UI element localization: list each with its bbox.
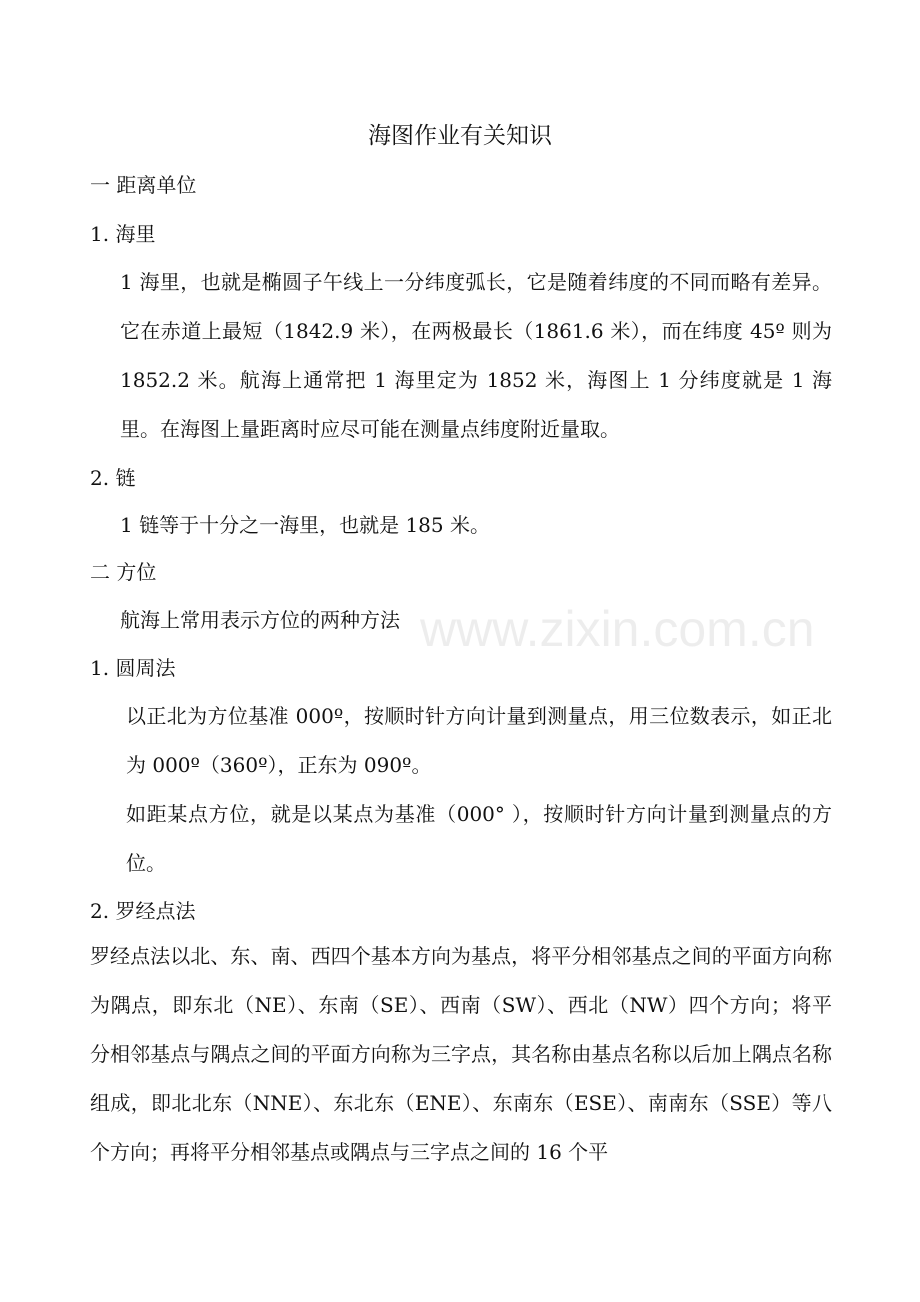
subsection-heading-compass-point-method: 2. 罗经点法 (90, 899, 196, 923)
paragraph-nautical-mile: 1 海里，也就是椭圆子午线上一分纬度弧长，它是随着纬度的不同而略有差异。它在赤道上最短（1842.9 米），在两极最长（1861.6 米），而在纬度 45º 则为 1852.2 米。航海上通常把 1 海里定为 1852 米，海图上 1 分纬度就是 1 海里。在海图上量距离时应尽可能在测量点纬度附近量取。 (120, 270, 832, 441)
paragraph-cable: 1 链等于十分之一海里，也就是 185 米。 (120, 513, 490, 537)
subsection-heading-nautical-mile: 1. 海里 (90, 222, 156, 246)
paragraph-circle-method-2: 如距某点方位，就是以某点为基准（000° ），按顺时针方向计量到测量点的方位。 (126, 802, 832, 875)
subsection-heading-circle-method: 1. 圆周法 (90, 656, 176, 680)
paragraph-bearing-intro: 航海上常用表示方位的两种方法 (120, 608, 400, 632)
section-heading-bearing: 二 方位 (90, 560, 157, 584)
watermark: www.zixin.com.cn (420, 601, 815, 657)
paragraph-compass-point-method: 罗经点法以北、东、南、西四个基本方向为基点，将平分相邻基点之间的平面方向称为隅点，即东北（NE）、东南（SE）、西南（SW）、西北（NW）四个方向；将平分相邻基点与隅点之间的平面方向称为三字点，其名称由基点名称以后加上隅点名称组成，即北北东（NNE）、东北东（ENE）、东南东（ESE）、南南东（SSE）等八个方向；再将平分相邻基点或隅点与三字点之间的 16 个平 (90, 944, 832, 1164)
paragraph-circle-method: 以正北为方位基准 000º，按顺时针方向计量到测量点，用三位数表示，如正北为 000º（360º），正东为 090º。 (126, 704, 832, 777)
section-heading-distance: 一 距离单位 (90, 173, 197, 197)
subsection-heading-cable: 2. 链 (90, 466, 136, 490)
page-title: 海图作业有关知识 (368, 123, 552, 149)
